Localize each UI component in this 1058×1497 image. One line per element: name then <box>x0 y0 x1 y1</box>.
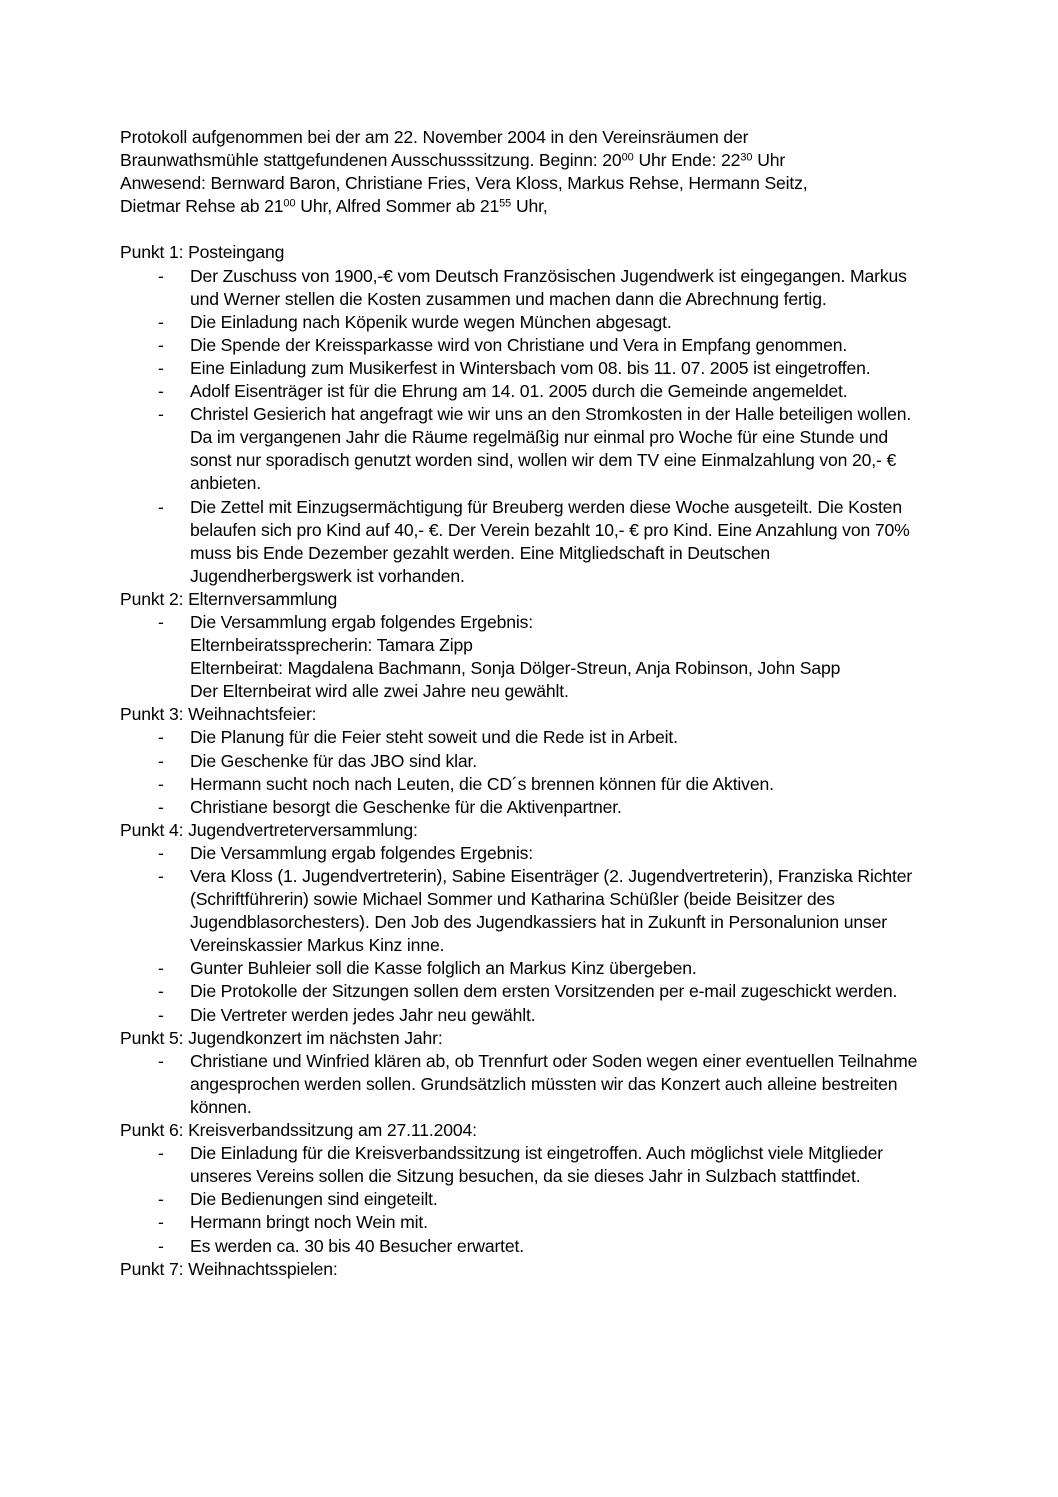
bullet-dash-icon: - <box>158 981 164 1002</box>
bullet-dash-icon: - <box>158 265 164 286</box>
list-item <box>120 1050 932 1119</box>
header-line-2 <box>120 149 932 172</box>
header-line-2-part2: Uhr Ende: 22 <box>633 150 741 171</box>
bullet-dash-icon: - <box>158 611 164 632</box>
list-item <box>120 1211 932 1234</box>
elternbeirat-members-line: Elternbeirat: Magdalena Bachmann, Sonja Dölger-Streun, Anja Robinson, John Sapp <box>190 658 841 679</box>
list-item-text: Der Zuschuss von 1900,-€ vom Deutsch Französischen Jugendwerk ist eingegangen. Markus und Werner stellen die Kosten zusammen und machen dann die Abrechnung fertig. <box>190 265 907 309</box>
bullet-dash-icon: - <box>158 773 164 794</box>
bullet-dash-icon: - <box>158 1004 164 1025</box>
section-heading-punkt-3: Punkt 3: Weihnachtsfeier: <box>120 704 317 725</box>
list-item-text: Hermann sucht noch nach Leuten, die CD´s brennen können für die Aktiven. <box>190 773 774 794</box>
list-item <box>120 611 932 703</box>
header-line-2-part1: Braunwathsmühle stattgefundenen Ausschusssitzung. Beginn: 20 <box>120 150 622 171</box>
bullet-dash-icon: - <box>158 866 164 886</box>
list-item-text: Gunter Buhleier soll die Kasse folglich an Markus Kinz übergeben. <box>190 958 697 979</box>
section-heading-punkt-4: Punkt 4: Jugendvertreterversammlung: <box>120 819 418 840</box>
list-item <box>120 1142 932 1188</box>
bullet-dash-icon: - <box>158 404 164 425</box>
section-heading-punkt-6: Punkt 6: Kreisverbandssitzung am 27.11.2004: <box>120 1120 477 1141</box>
header-line-4-part2: Uhr, Alfred Sommer ab 21 <box>295 196 500 217</box>
section-heading-punkt-5: Punkt 5: Jugendkonzert im nächsten Jahr: <box>120 1027 443 1048</box>
bullet-dash-icon: - <box>158 1143 164 1164</box>
bullet-dash-icon: - <box>158 842 164 863</box>
list-item <box>120 496 932 588</box>
bullet-dash-icon: - <box>158 1235 164 1256</box>
bullet-dash-icon: - <box>158 1050 164 1071</box>
list-item <box>120 265 932 311</box>
list-item <box>120 842 932 865</box>
list-item-text: Die Versammlung ergab folgendes Ergebnis: <box>190 611 533 632</box>
list-item-text: Vera Kloss (1. Jugendvertreterin), Sabine Eisenträger (2. Jugendvertreterin), Franziska Richter (Schriftführerin) sowie Michael Sommer und Katharina Schüßler (beide Beisitzer des Jugendblasorchesters). Den Job des Jugendkassiers hat in Zukunft in Personalunion unser Vereinskassier Markus Kinz inne. <box>190 866 913 956</box>
list-item-text: Die Protokolle der Sitzungen sollen dem ersten Vorsitzenden per e-mail zugeschickt werden. <box>190 981 898 1002</box>
section-list-punkt-2 <box>120 611 932 703</box>
list-item-text: Die Bedienungen sind eingeteilt. <box>190 1189 438 1210</box>
bullet-dash-icon: - <box>158 381 164 402</box>
list-item-text: Adolf Eisenträger ist für die Ehrung am 14. 01. 2005 durch die Gemeinde angemeldet. <box>190 381 848 402</box>
header-line-2-sup-begin: 00 <box>621 151 634 164</box>
list-item-text: Christiane besorgt die Geschenke für die Aktivenpartner. <box>190 796 622 817</box>
elternbeiratssprecherin-line: Elternbeiratssprecherin: Tamara Zipp <box>190 635 473 656</box>
bullet-dash-icon: - <box>158 1189 164 1210</box>
list-item <box>120 980 932 1003</box>
list-item <box>120 957 932 980</box>
header-line-4-sup-2: 55 <box>499 197 512 210</box>
list-item <box>120 1004 932 1027</box>
list-item-text: Christiane und Winfried klären ab, ob Trennfurt oder Soden wegen einer eventuellen Teilnahme angesprochen werden sollen. Grundsätzlich müssten wir das Konzert auch alleine bestreiten können. <box>190 1050 918 1117</box>
list-item <box>120 334 932 357</box>
list-item-text: Die Zettel mit Einzugsermächtigung für Breuberg werden diese Woche ausgeteilt. Die Kosten belaufen sich pro Kind auf 40,- €. Der Verein bezahlt 10,- € pro Kind. Eine Anzahlung von 70% muss bis Ende Dezember gezahlt werden. Eine Mitgliedschaft in Deutschen Jugendherbergswerk ist vorhanden. <box>190 496 910 586</box>
header-spacer <box>120 218 932 241</box>
list-item <box>120 865 932 957</box>
section-list-punkt-5 <box>120 1050 932 1119</box>
bullet-dash-icon: - <box>158 750 164 771</box>
bullet-dash-icon: - <box>158 1212 164 1233</box>
header-line-4-attendees-late <box>120 195 932 218</box>
section-list-punkt-1 <box>120 265 932 588</box>
list-item <box>120 1235 932 1258</box>
header-line-4-part3: Uhr, <box>511 196 548 217</box>
list-item <box>120 403 932 495</box>
bullet-dash-icon: - <box>158 311 164 332</box>
elternbeirat-term-line: Der Elternbeirat wird alle zwei Jahre neu gewählt. <box>190 681 569 702</box>
bullet-dash-icon: - <box>158 727 164 748</box>
list-item-text: Die Vertreter werden jedes Jahr neu gewählt. <box>190 1004 536 1025</box>
section-list-punkt-3 <box>120 726 932 818</box>
document-body <box>120 126 932 1281</box>
list-item-text: Die Planung für die Feier steht soweit und die Rede ist in Arbeit. <box>190 727 678 748</box>
list-item-text: Die Einladung für die Kreisverbandssitzung ist eingetroffen. Auch möglichst viele Mitglieder unseres Vereins sollen die Sitzung besuchen, da sie dieses Jahr in Sulzbach stattfindet. <box>190 1143 883 1187</box>
section-list-punkt-4 <box>120 842 932 1027</box>
header-line-3-attendees: Anwesend: Bernward Baron, Christiane Fries, Vera Kloss, Markus Rehse, Hermann Seitz, <box>120 173 808 194</box>
list-item <box>120 380 932 403</box>
list-item-text: Es werden ca. 30 bis 40 Besucher erwartet. <box>190 1235 525 1256</box>
list-item-text: Eine Einladung zum Musikerfest in Wintersbach vom 08. bis 11. 07. 2005 ist eingetroffen. <box>190 357 871 378</box>
bullet-dash-icon: - <box>158 496 164 517</box>
bullet-dash-icon: - <box>158 357 164 378</box>
section-heading-punkt-7: Punkt 7: Weihnachtsspielen: <box>120 1258 338 1279</box>
meeting-header <box>120 126 932 218</box>
header-line-4-sup-1: 00 <box>283 197 296 210</box>
list-item-text: Christel Gesierich hat angefragt wie wir uns an den Stromkosten in der Halle beteiligen wollen. Da im vergangenen Jahr die Räume regelmäßig nur einmal pro Woche für eine Stunde und sonst nur sporadisch genutzt worden sind, wollen wir dem TV eine Einmalzahlung von 20,- € anbieten. <box>190 404 912 494</box>
section-list-punkt-6 <box>120 1142 932 1257</box>
header-line-1: Protokoll aufgenommen bei der am 22. November 2004 in den Vereinsräumen der <box>120 127 749 147</box>
section-heading-punkt-2: Punkt 2: Elternversammlung <box>120 588 338 609</box>
bullet-dash-icon: - <box>158 958 164 979</box>
section-heading-punkt-1: Punkt 1: Posteingang <box>120 242 285 263</box>
list-item <box>120 1188 932 1211</box>
header-line-2-sup-end: 30 <box>740 151 753 164</box>
list-item-text: Hermann bringt noch Wein mit. <box>190 1212 428 1233</box>
header-line-2-part3: Uhr <box>752 150 786 171</box>
bullet-dash-icon: - <box>158 796 164 817</box>
list-item <box>120 773 932 796</box>
header-line-4-part1: Dietmar Rehse ab 21 <box>120 196 284 217</box>
list-item <box>120 750 932 773</box>
list-item-text: Die Spende der Kreissparkasse wird von Christiane und Vera in Empfang genommen. <box>190 334 848 355</box>
list-item <box>120 357 932 380</box>
list-item <box>120 311 932 334</box>
list-item-text: Die Einladung nach Köpenik wurde wegen München abgesagt. <box>190 311 672 332</box>
bullet-dash-icon: - <box>158 334 164 355</box>
list-item-text: Die Versammlung ergab folgendes Ergebnis: <box>190 842 533 863</box>
list-item-text: Die Geschenke für das JBO sind klar. <box>190 750 477 771</box>
list-item <box>120 796 932 819</box>
list-item <box>120 726 932 749</box>
